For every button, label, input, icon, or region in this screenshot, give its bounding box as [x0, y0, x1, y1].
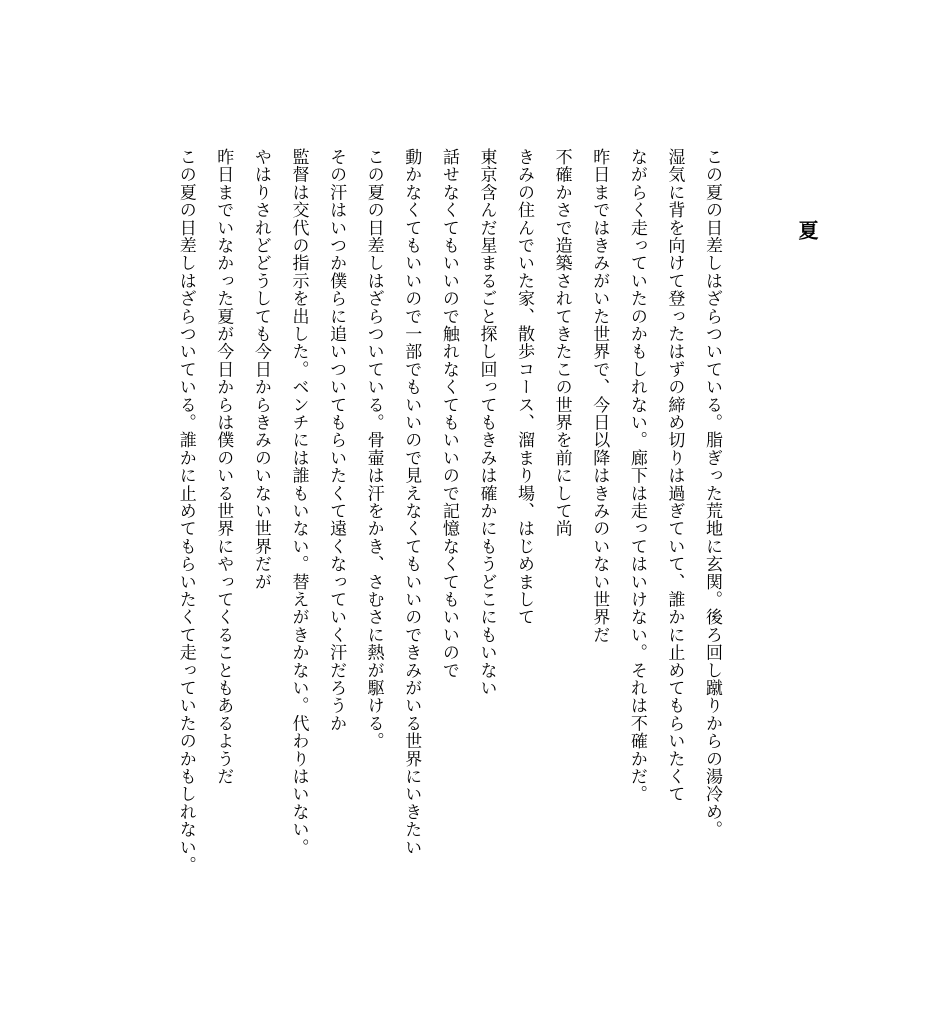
poem-line: 湿気に背を向けて登ったはずの締め切りは過ぎていて、誰かに止めてもらいたくて	[664, 148, 685, 803]
poem-line: やはりされどどうしても今日からきみのいない世界だが	[250, 148, 271, 591]
poem-line: 昨日までいなかった夏が今日からは僕のいる世界にやってくることもあるようだ	[213, 148, 234, 786]
poem-line: 話せなくてもいいので触れなくてもいいので記憶なくてもいいので	[438, 148, 459, 679]
poem-line: その汗はいつか僕らに追いついてもらいたくて遠くなっていく汗だろうか	[326, 148, 347, 733]
poem-line: 東京含んだ星まるごと探し回ってもきみは確かにもうどこにもいない	[476, 148, 497, 697]
poem-line: ながらく走っていたのかもしれない。廊下は走ってはいけない。それは不確かだ。	[626, 148, 647, 803]
poem-line: この夏の日差しはざらついている。骨壷は汗をかき、さむさに熱が駆ける。	[363, 148, 384, 750]
page-title: 夏	[795, 220, 819, 240]
poem-line: きみの住んでいた家、散歩コース、溜まり場、はじめまして	[514, 148, 535, 626]
poem-line: 昨日まではきみがいた世界で、今日以降はきみのいない世界だ	[589, 148, 610, 644]
poem-line: この夏の日差しはざらついている。脂ぎった荒地に玄関。後ろ回し蹴りからの湯冷め。	[702, 148, 722, 839]
poem-line: この夏の日差しはざらついている。誰かに止めてもらいたくて走っていたのかもしれない。	[175, 148, 196, 874]
poem-line: 不確かさで造築されてきたこの世界を前にして尚	[551, 148, 572, 538]
poem-line: 監督は交代の指示を出した。ベンチには誰もいない。替えがきかない。代わりはいない。	[288, 148, 309, 856]
poem-body	[166, 148, 730, 968]
poem-line: 動かなくてもいいので一部でもいいので見えなくてもいいのできみがいる世界にいきたい	[401, 148, 422, 856]
